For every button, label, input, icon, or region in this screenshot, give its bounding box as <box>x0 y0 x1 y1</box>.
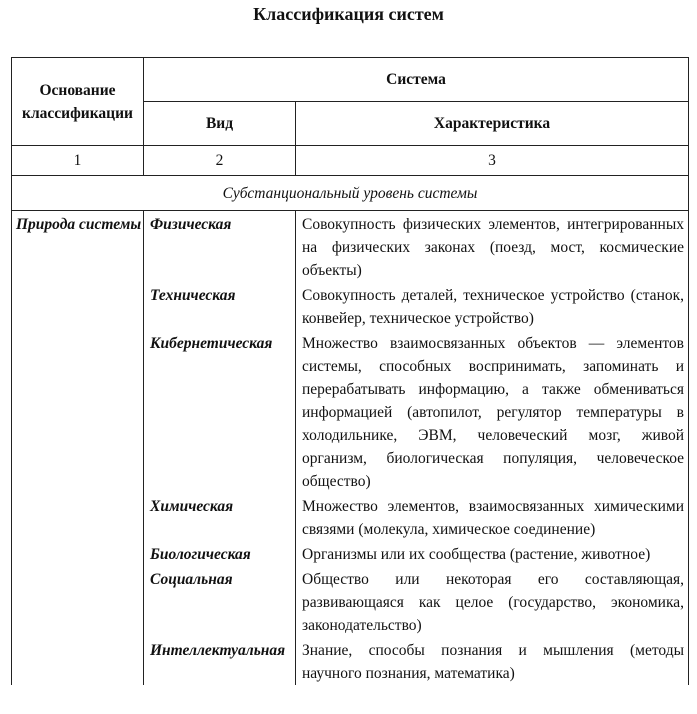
row-characteristic: Совокупность физических элементов, интегрированных на физических законах (поезд, мост, космические объекты) <box>296 211 689 285</box>
header-system: Система <box>144 58 689 102</box>
column-number: 2 <box>144 146 296 176</box>
row-characteristic: Множество элементов, взаимосвязанных химическими связями (молекула, химическое соединение) <box>296 495 689 543</box>
header-characteristic: Характеристика <box>296 102 689 146</box>
row-characteristic: Множество взаимосвязанных объектов — элементов системы, способных воспринимать, запоминать и перерабатывать информацию, а также обмениваться информацией (автопилот, регулятор температуры в холодильнике, ЭВМ, человеческий мозг, живой организм, биологическая популяция, человеческое общество) <box>296 332 689 495</box>
row-characteristic: Общество или некоторая его составляющая, развивающаяся как целое (государство, экономика, законодательство) <box>296 568 689 639</box>
row-type: Техническая <box>144 284 296 332</box>
row-characteristic: Организмы или их сообщества (растение, животное) <box>296 543 689 568</box>
category-cell: Природа системы <box>12 211 144 686</box>
row-type: Кибернетическая <box>144 332 296 495</box>
row-characteristic: Знание, способы познания и мышления (методы научного познания, математика) <box>296 639 689 685</box>
header-type: Вид <box>144 102 296 146</box>
row-type: Биологическая <box>144 543 296 568</box>
row-characteristic: Совокупность деталей, техническое устройство (станок, конвейер, техническое устройство) <box>296 284 689 332</box>
section-header: Субстанциональный уровень системы <box>12 176 689 211</box>
row-type: Интеллектуальная <box>144 639 296 685</box>
row-type: Социальная <box>144 568 296 639</box>
page-title: Классификация систем <box>253 4 444 24</box>
row-type: Химическая <box>144 495 296 543</box>
column-number: 1 <box>12 146 144 176</box>
row-type: Физическая <box>144 211 296 285</box>
header-basis: Основание классификации <box>12 58 144 146</box>
column-number: 3 <box>296 146 689 176</box>
classification-table <box>11 57 689 685</box>
